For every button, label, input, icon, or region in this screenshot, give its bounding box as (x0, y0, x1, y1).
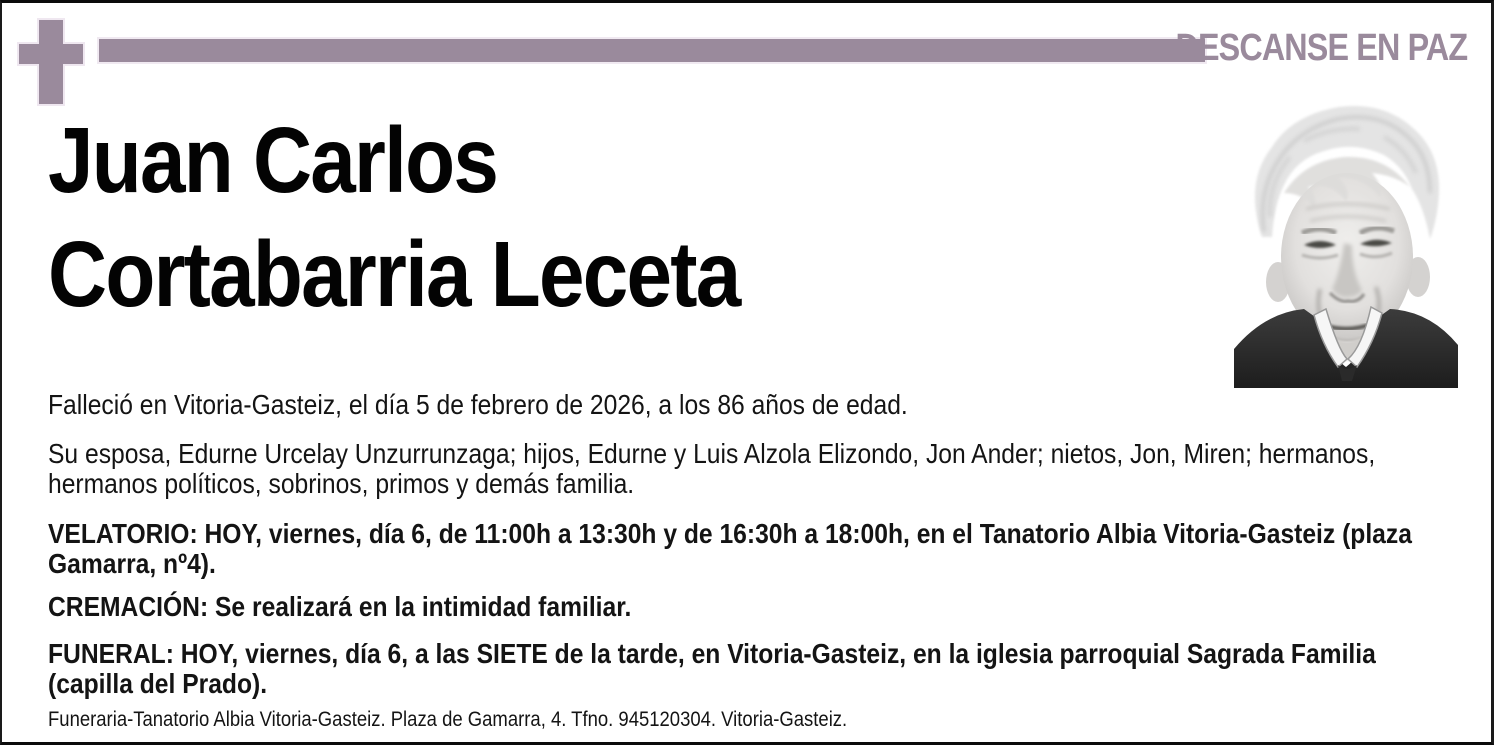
family-relatives: Su esposa, Edurne Urcelay Unzurrunzaga; hijos, Edurne y Luis Alzola Elizondo, Jon Ander; nietos, Jon, Miren; hermanos, hermanos políticos, sobrinos, primos y demás familia. (48, 438, 1376, 499)
funeral-home-info: Funeraria-Tanatorio Albia Vitoria-Gasteiz. Plaza de Gamarra, 4. Tfno. 945120304. Vitoria-Gasteiz. (48, 708, 848, 731)
cremacion-info: CREMACIÓN: Se realizará en la intimidad familiar. (48, 591, 632, 622)
deceased-name (48, 103, 740, 331)
deceased-name-line1: Juan Carlos (48, 108, 498, 212)
death-notice: Falleció en Vitoria-Gasteiz, el día 5 de febrero de 2026, a los 86 años de edad. (48, 389, 908, 420)
rip-motto: DESCANSE EN PAZ (1175, 27, 1467, 69)
velatorio-info: VELATORIO: HOY, viernes, día 6, de 11:00h a 13:30h y de 16:30h a 18:00h, en el Tanatorio Albia Vitoria-Gasteiz (plaza Gamarra, nº4). (48, 518, 1412, 579)
deceased-name-line2: Cortabarria Leceta (48, 222, 740, 326)
obituary-text-column (48, 3, 1448, 745)
funeral-info: FUNERAL: HOY, viernes, día 6, a las SIETE de la tarde, en Vitoria-Gasteiz, en la iglesia parroquial Sagrada Familia (capilla del Prado). (48, 638, 1376, 699)
